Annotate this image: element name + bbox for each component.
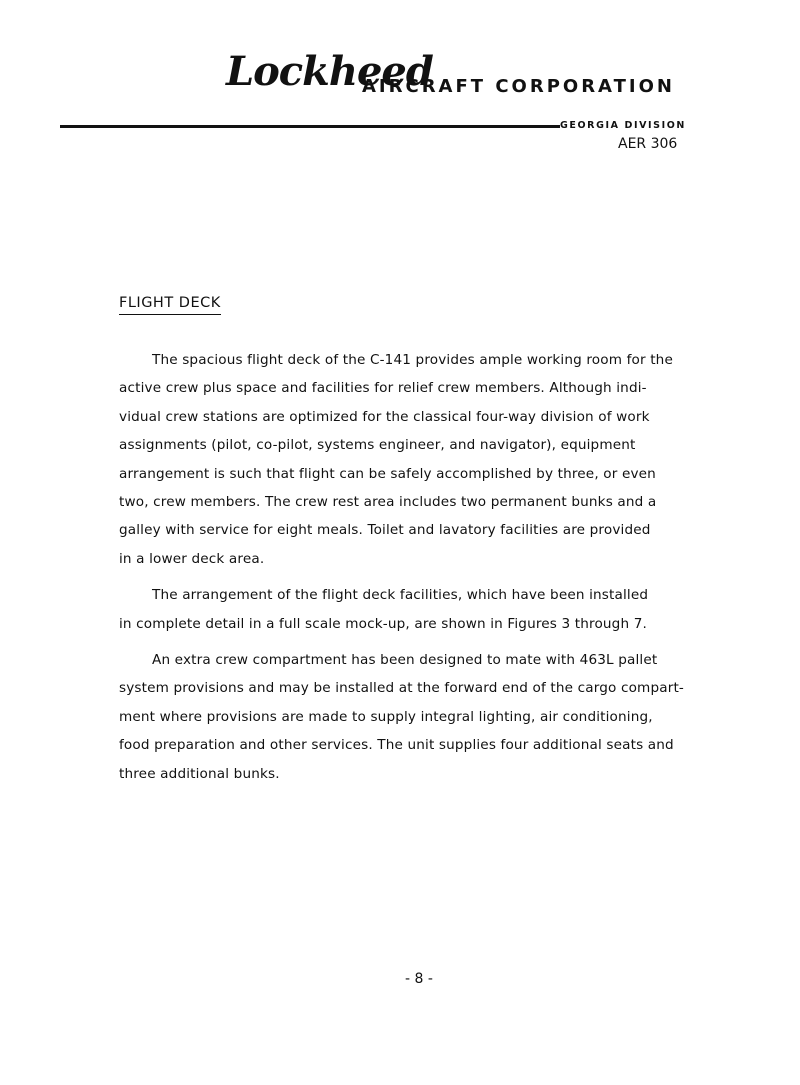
text-line: vidual crew stations are optimized for the classical four-way division of work [119,408,650,425]
text-line: food preparation and other services. The unit supplies four additional seats and [119,737,674,754]
letterhead-rule [60,125,560,128]
text-line: system provisions and may be installed at the forward end of the cargo compart- [119,680,684,697]
text-line: The spacious flight deck of the C-141 provides ample working room for the [152,352,673,368]
letterhead [0,0,800,170]
text-line: three additional bunks. [119,765,280,782]
text-line: ment where provisions are made to supply integral lighting, air conditioning, [119,708,653,725]
paragraph [119,346,697,573]
text-line: galley with service for eight meals. Toilet and lavatory facilities are provided [119,522,651,539]
text-line: arrangement is such that flight can be safely accomplished by three, or even [119,465,656,482]
lockheed-logo: Lockheed [226,48,433,95]
document-number: AER 306 [618,136,678,152]
body-text [119,346,697,796]
text-line: assignments (pilot, co-pilot, systems engineer, and navigator), equipment [119,437,636,454]
text-line: in complete detail in a full scale mock-up, are shown in Figures 3 through 7. [119,615,647,632]
text-line: in a lower deck area. [119,550,265,567]
division-name: GEORGIA DIVISION [560,120,686,131]
paragraph [119,581,697,638]
text-line: active crew plus space and facilities for relief crew members. Although indi- [119,380,647,397]
paragraph [119,646,697,788]
text-line: The arrangement of the flight deck facilities, which have been installed [152,587,649,604]
text-line: An extra crew compartment has been designed to mate with 463L pallet [152,652,658,669]
company-name: AIRCRAFT CORPORATION [362,76,675,97]
page-number: - 8 - [405,971,433,987]
text-line: two, crew members. The crew rest area includes two permanent bunks and a [119,494,657,511]
section-heading: FLIGHT DECK [119,296,221,315]
